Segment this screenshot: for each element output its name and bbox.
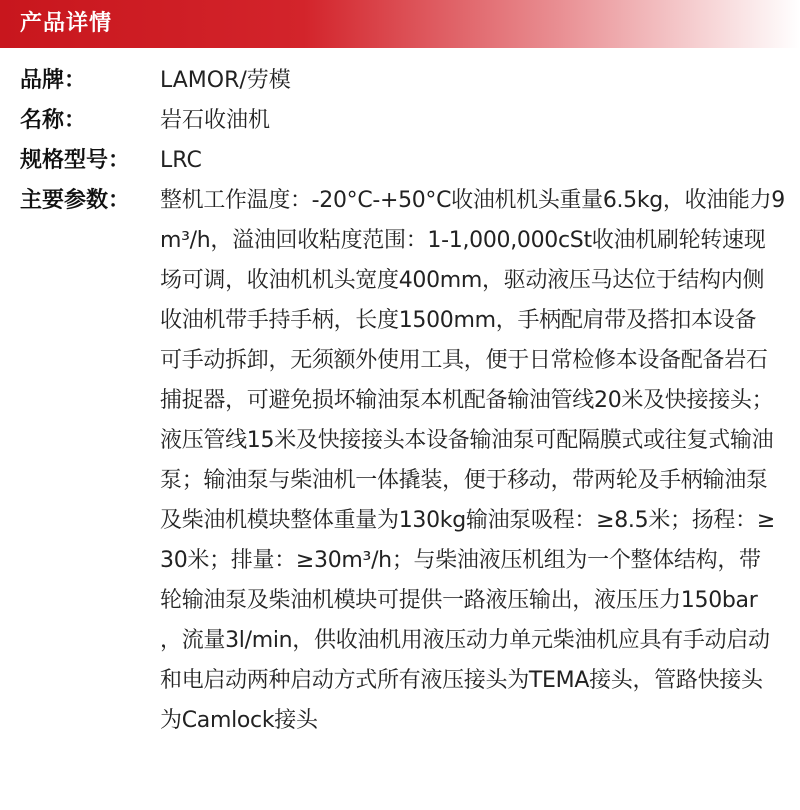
section-header [0, 0, 800, 48]
spec-label: 品牌： [20, 68, 87, 93]
params-line: 捕捉器，可避免损坏输油泵本机配备输油管线20米及快接接头； [160, 388, 774, 413]
params-line: 轮输油泵及柴油机模块可提供一路液压输出，液压压力150bar [160, 588, 758, 613]
params-line: m³/h，溢油回收粘度范围：1-1,000,000cSt收油机刷轮转速现 [160, 228, 766, 253]
params-line: 场可调，收油机机头宽度400mm，驱动液压马达位于结构内侧 [160, 268, 765, 293]
params-line: 泵；输油泵与柴油机一体撬装，便于移动，带两轮及手柄输油泵 [160, 468, 768, 493]
params-line: 可手动拆卸，无须额外使用工具，便于日常检修本设备配备岩石 [160, 348, 768, 373]
params-line: 为Camlock接头 [160, 708, 318, 733]
params-text-block [160, 187, 785, 747]
params-line: ，流量3l/min，供收油机用液压动力单元柴油机应具有手动启动 [160, 628, 770, 653]
params-line: 液压管线15米及快接接头本设备输油泵可配隔膜式或往复式输油 [160, 428, 774, 453]
params-line: 及柴油机模块整体重量为130kg输油泵吸程：≥8.5米；扬程：≥ [160, 508, 775, 533]
params-line: 和电启动两种启动方式所有液压接头为TEMA接头，管路快接头 [160, 668, 763, 693]
spec-value: LRC [160, 148, 202, 173]
spec-label: 主要参数： [20, 188, 131, 213]
spec-label: 规格型号： [20, 148, 131, 173]
params-line: 30米；排量：≥30m³/h；与柴油液压机组为一个整体结构，带 [160, 548, 761, 573]
section-title: 产品详情 [20, 11, 113, 36]
spec-value: 岩石收油机 [160, 108, 271, 133]
spec-label: 名称： [20, 108, 87, 133]
spec-value: LAMOR/劳模 [160, 68, 291, 93]
params-line: 收油机带手持手柄，长度1500mm，手柄配肩带及搭扣本设备 [160, 308, 757, 333]
params-line: 整机工作温度：-20°C-+50°C收油机机头重量6.5kg，收油能力9 [160, 188, 785, 213]
